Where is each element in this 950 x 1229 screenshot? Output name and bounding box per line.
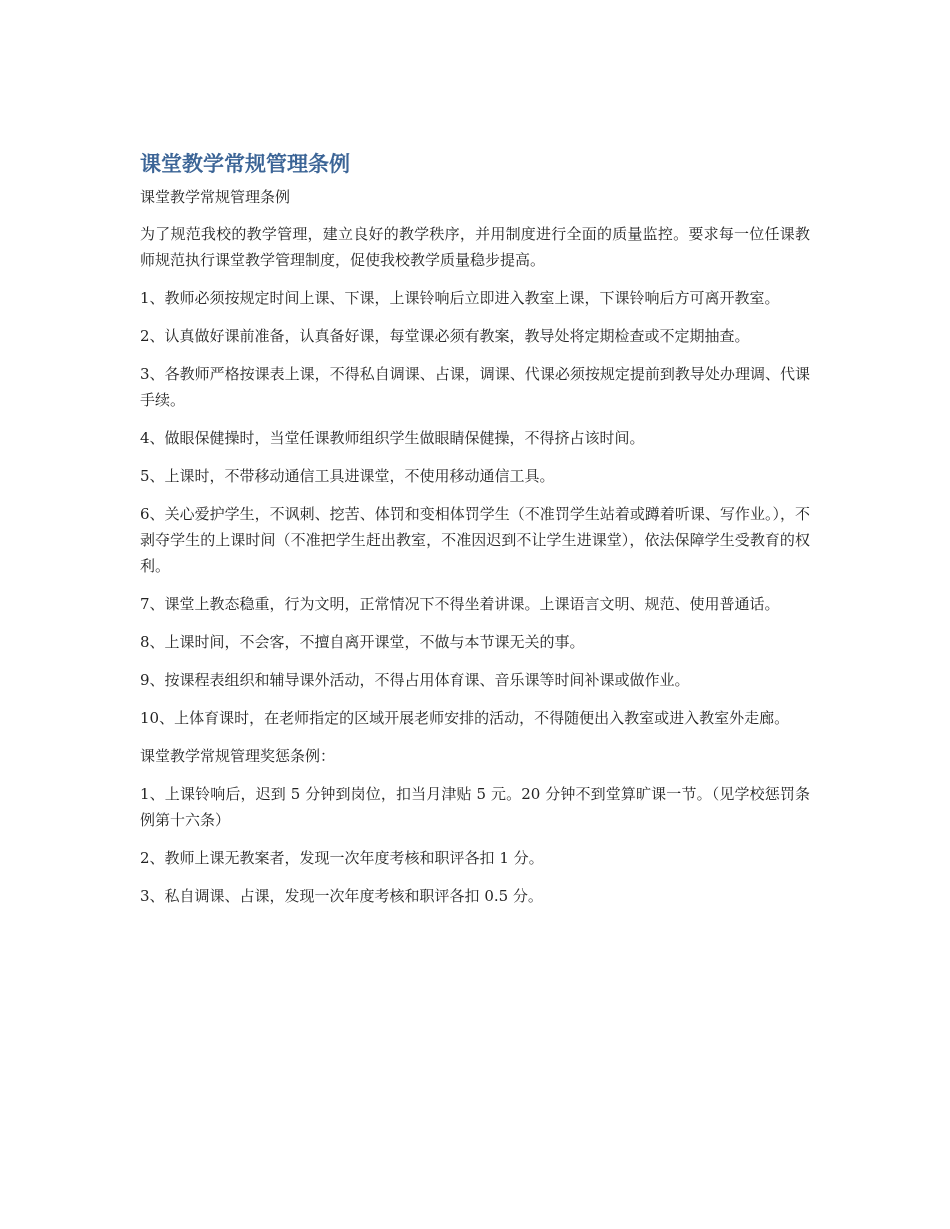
rule-item-3: 3、各教师严格按课表上课，不得私自调课、占课，调课、代课必须按规定提前到教导处办理调、代课手续。 (140, 365, 810, 409)
reward-item-2: 2、教师上课无教案者，发现一次年度考核和职评各扣 1 分。 (140, 849, 544, 867)
rule-item-2: 2、认真做好课前准备，认真备好课，每堂课必须有教案，教导处将定期检查或不定期抽查。 (140, 327, 750, 345)
rule-item-9: 9、按课程表组织和辅导课外活动，不得占用体育课、音乐课等时间补课或做作业。 (140, 671, 690, 689)
rule-item-10: 10、上体育课时，在老师指定的区域开展老师安排的活动，不得随便出入教室或进入教室外走廊。 (140, 709, 790, 727)
rule-item-6: 6、关心爱护学生，不讽刺、挖苦、体罚和变相体罚学生（不准罚学生站着或蹲着听课、写作业。），不剥夺学生的上课时间（不准把学生赶出教室，不准因迟到不让学生进课堂），依法保障学生受教育的权利。 (140, 505, 810, 575)
document-title: 课堂教学常规管理条例 (140, 152, 350, 176)
document-subtitle: 课堂教学常规管理条例 (140, 188, 291, 206)
reward-item-3: 3、私自调课、占课，发现一次年度考核和职评各扣 0.5 分。 (140, 887, 543, 905)
rule-item-7: 7、课堂上教态稳重，行为文明，正常情况下不得坐着讲课。上课语言文明、规范、使用普通话。 (140, 595, 780, 613)
reward-item-1: 1、上课铃响后，迟到 5 分钟到岗位，扣当月津贴 5 元。20 分钟不到堂算旷课一节。（见学校惩罚条例第十六条） (140, 785, 810, 829)
document-page (140, 148, 810, 921)
rule-item-8: 8、上课时间，不会客，不擅自离开课堂，不做与本节课无关的事。 (140, 633, 585, 651)
rewards-section-heading: 课堂教学常规管理奖惩条例： (140, 747, 336, 765)
rule-item-1: 1、教师必须按规定时间上课、下课，上课铃响后立即进入教室上课，下课铃响后方可离开教室。 (140, 289, 780, 307)
intro-paragraph: 为了规范我校的教学管理，建立良好的教学秩序，并用制度进行全面的质量监控。要求每一位任课教师规范执行课堂教学管理制度，促使我校教学质量稳步提高。 (140, 225, 810, 269)
rule-item-5: 5、上课时，不带移动通信工具进课堂，不使用移动通信工具。 (140, 467, 555, 485)
rule-item-4: 4、做眼保健操时，当堂任课教师组织学生做眼睛保健操，不得挤占该时间。 (140, 429, 645, 447)
